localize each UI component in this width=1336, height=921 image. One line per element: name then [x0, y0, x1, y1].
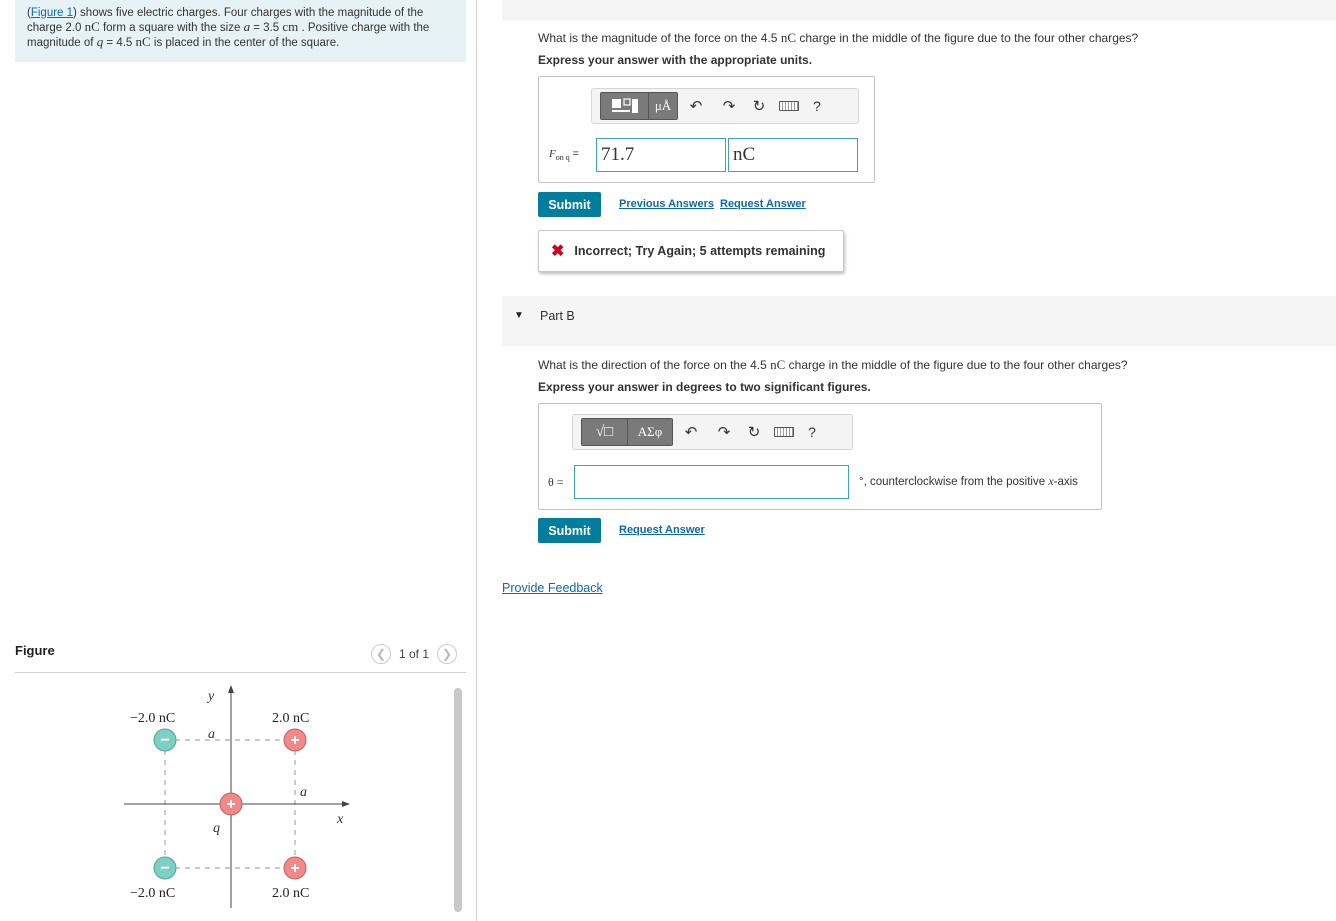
help-button[interactable]: ?: [813, 98, 821, 114]
previous-answers-link[interactable]: Previous Answers: [619, 198, 714, 210]
keyboard-icon[interactable]: [774, 101, 804, 111]
templates-icon[interactable]: [601, 93, 649, 119]
undo-icon[interactable]: ↶: [684, 424, 698, 441]
problem-text-2a: charge 2.0: [27, 22, 82, 34]
problem-text-2b: form a square with the size: [102, 22, 241, 34]
figure-divider: [15, 672, 466, 673]
angle-value-input[interactable]: [574, 465, 849, 499]
problem-statement: (Figure 1) shows five electric charges. Four charges with the magnitude of the charge 2.0 nC form a square with the size a = 3.5 cm . Positive charge with the magnitude of q = 4.5 nC is placed in the center of the square.: [15, 0, 466, 62]
chevron-left-icon[interactable]: ❮: [371, 644, 391, 664]
svg-text:−: −: [160, 860, 170, 877]
provide-feedback-link[interactable]: Provide Feedback: [502, 581, 603, 595]
unit-nc-2: nC: [135, 34, 151, 49]
side-label-a-top: a: [208, 727, 215, 742]
problem-text-1: ) shows five electric charges. Four charges with the magnitude of the: [73, 7, 424, 19]
charge-label-top-right: 2.0 nC: [272, 711, 310, 726]
help-button[interactable]: ?: [808, 424, 816, 440]
caret-down-icon[interactable]: ▼: [514, 310, 524, 321]
figure-label: Figure: [15, 643, 55, 658]
y-axis-label: y: [208, 689, 215, 704]
units-button[interactable]: μÅ: [649, 93, 677, 119]
part-a-instruction: Express your answer with the appropriate units.: [538, 53, 813, 67]
greek-symbols-button[interactable]: ΑΣφ: [628, 419, 672, 445]
figure-scrollbar[interactable]: [454, 688, 462, 912]
problem-pane: [0, 0, 477, 921]
positive-charge-center: [220, 793, 242, 815]
redo-icon[interactable]: ↷: [717, 424, 731, 441]
sqrt-templates-button[interactable]: √□: [582, 419, 628, 445]
part-a-question: What is the magnitude of the force on the 4.5 nC charge in the middle of the figure due to the four other charges?: [538, 30, 1139, 45]
part-b-label[interactable]: Part B: [540, 309, 575, 323]
part-a-toolbar: [591, 88, 859, 124]
part-b-question: What is the direction of the force on the 4.5 nC charge in the middle of the figure due to the four other charges?: [538, 357, 1128, 372]
part-b-toolbar: [572, 414, 853, 450]
positive-charge-bottom-right: [284, 857, 306, 879]
problem-text-2c: = 3.5: [253, 22, 280, 34]
force-variable-label: $F_{on q}$ =: [549, 148, 579, 163]
svg-text:+: +: [226, 796, 236, 813]
chevron-right-icon[interactable]: ❯: [437, 644, 457, 664]
part-a-request-answer-link[interactable]: Request Answer: [720, 198, 806, 210]
positive-charge-top-right: [284, 729, 306, 751]
negative-charge-bottom-left: [154, 857, 176, 879]
figure-nav: [371, 644, 457, 664]
unit-nc: nC: [84, 19, 100, 34]
redo-icon[interactable]: ↷: [722, 98, 736, 115]
problem-text-2d: . Positive charge with the: [301, 22, 430, 34]
figure-link[interactable]: Figure 1: [30, 7, 74, 19]
var-a: a: [243, 19, 251, 34]
part-a-header-band: [502, 0, 1336, 21]
reset-icon[interactable]: ↻: [752, 98, 766, 115]
force-units-input[interactable]: [728, 138, 858, 172]
keyboard-icon[interactable]: [769, 427, 799, 437]
x-mark-icon: ✖: [551, 243, 565, 260]
force-value-input[interactable]: [596, 138, 726, 172]
part-b-request-answer-link[interactable]: Request Answer: [619, 524, 705, 536]
part-b-instruction: Express your answer in degrees to two significant figures.: [538, 380, 871, 394]
feedback-text: Incorrect; Try Again; 5 attempts remaining: [574, 244, 826, 258]
part-b-header[interactable]: [502, 296, 1336, 346]
var-q: q: [96, 34, 104, 49]
part-a-submit-button[interactable]: Submit: [538, 192, 601, 217]
problem-text-3b: = 4.5: [106, 37, 133, 49]
y-axis-arrow-icon: [228, 685, 234, 693]
part-b-answer-box: [538, 403, 1102, 510]
figure-counter: 1 of 1: [399, 647, 430, 661]
reset-icon[interactable]: ↻: [747, 424, 761, 441]
math-templates-group: [581, 418, 673, 446]
svg-text:−: −: [160, 732, 170, 749]
x-axis-arrow-icon: [342, 801, 350, 807]
charge-label-bottom-left: −2.0 nC: [130, 886, 176, 901]
problem-text-3a: magnitude of: [27, 37, 94, 49]
negative-charge-top-left: [154, 729, 176, 751]
svg-text:+: +: [290, 860, 300, 877]
unit-cm: cm: [282, 19, 299, 34]
charge-figure: [110, 680, 370, 910]
angle-units-suffix: °, counterclockwise from the positive x-axis: [859, 474, 1078, 488]
part-b-submit-button[interactable]: Submit: [538, 518, 601, 543]
templates-group: [600, 92, 678, 120]
side-label-a-right: a: [300, 785, 307, 800]
problem-text-3c: is placed in the center of the square.: [153, 37, 340, 49]
charge-label-top-left: −2.0 nC: [130, 711, 176, 726]
center-charge-label: q: [213, 821, 220, 836]
theta-variable-label: θ =: [548, 475, 564, 489]
part-a-answer-box: [538, 76, 875, 183]
charge-label-bottom-right: 2.0 nC: [272, 886, 310, 901]
x-axis-label: x: [337, 812, 344, 827]
svg-text:+: +: [290, 732, 300, 749]
undo-icon[interactable]: ↶: [689, 98, 703, 115]
incorrect-feedback: [538, 230, 844, 272]
